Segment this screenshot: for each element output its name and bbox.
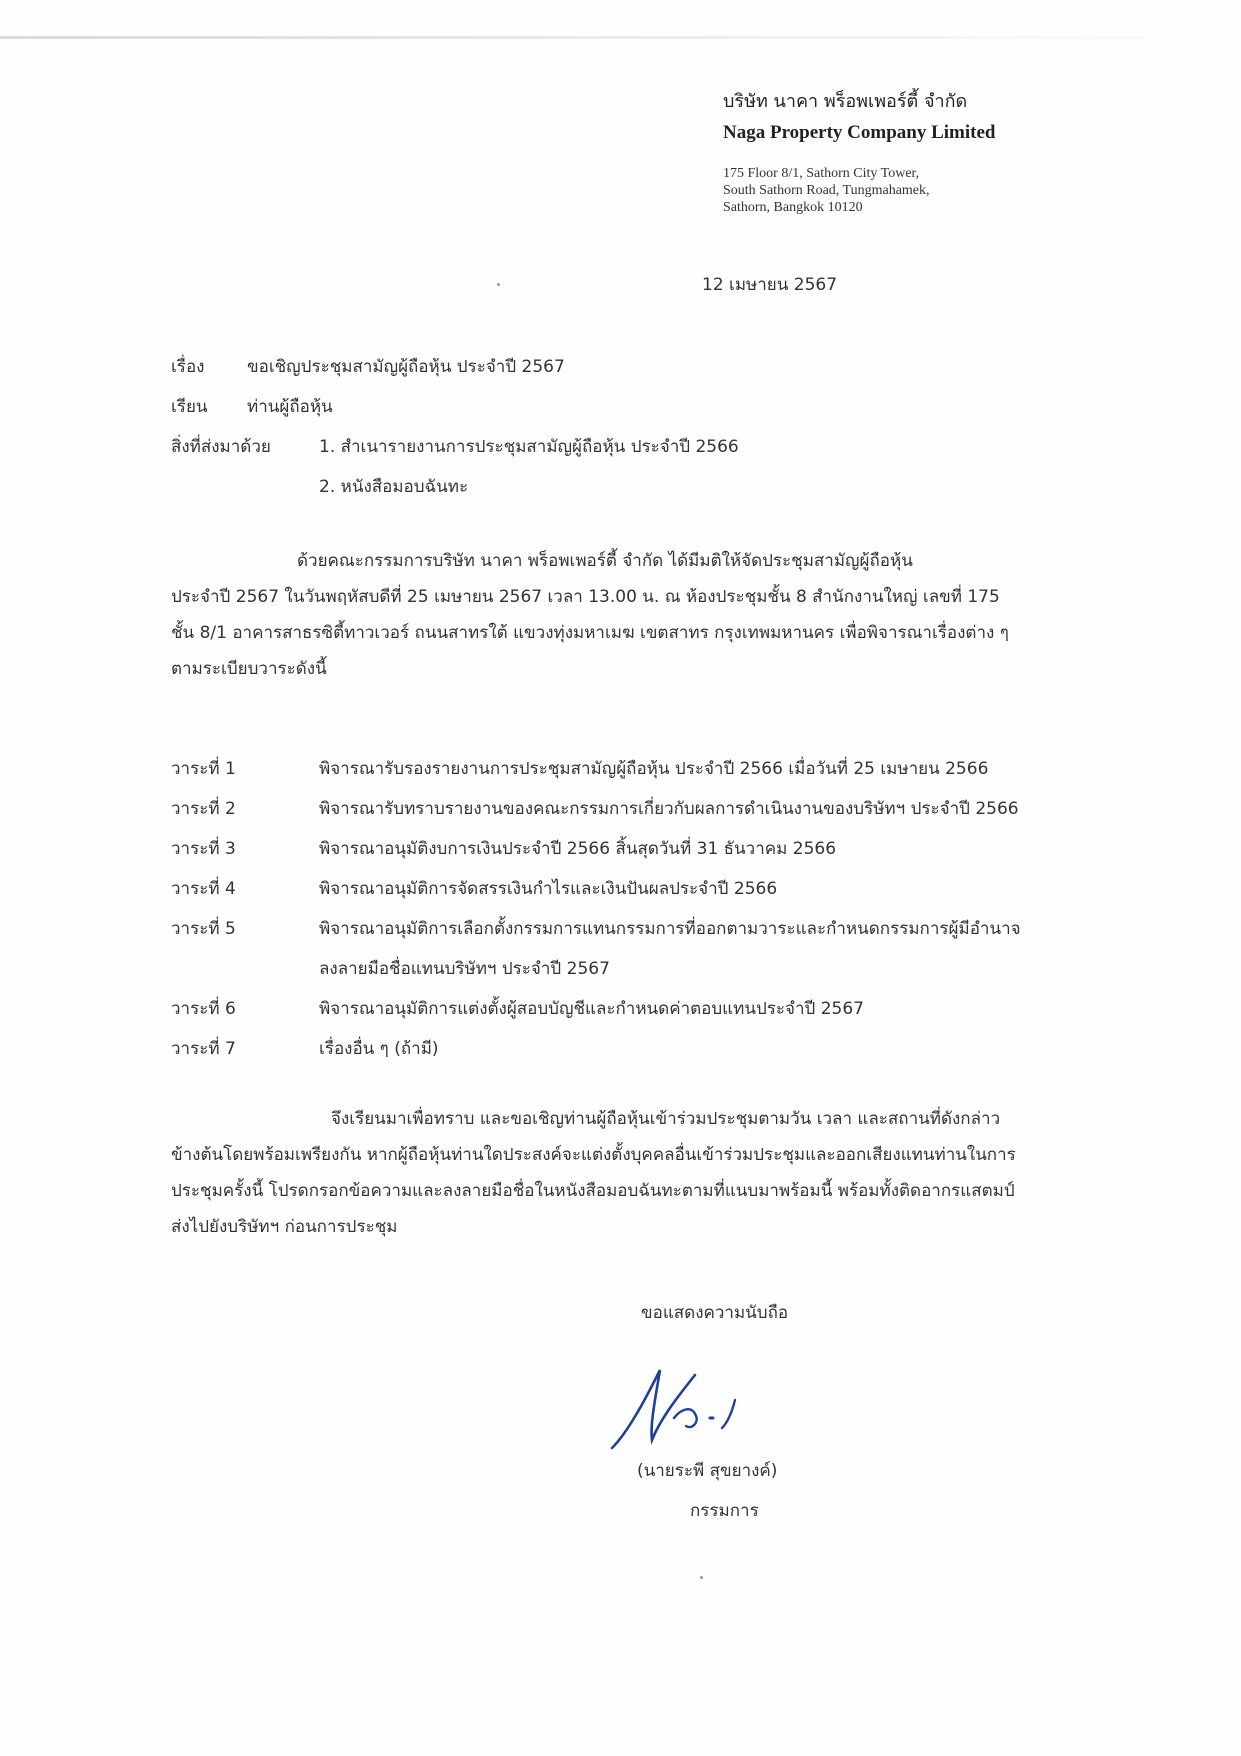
closing-salutation: ขอแสดงความนับถือ	[641, 1303, 789, 1323]
agenda-item-label: วาระที่ 7	[171, 1039, 236, 1059]
agenda-item-text: ลงลายมือชื่อแทนบริษัทฯ ประจำปี 2567	[319, 959, 610, 979]
paragraph-line: ตามระเบียบวาระดังนี้	[171, 659, 327, 679]
address-line: South Sathorn Road, Tungmahamek,	[723, 183, 930, 198]
company-name-english: Naga Property Company Limited	[723, 122, 996, 143]
agenda-item-text: พิจารณาอนุมัติงบการเงินประจำปี 2566 สิ้นสุดวันที่ 31 ธันวาคม 2566	[319, 839, 837, 859]
signer-name: (นายระพี สุขยางค์)	[637, 1461, 778, 1481]
paragraph-line: จึงเรียนมาเพื่อทราบ และขอเชิญท่านผู้ถือหุ้นเข้าร่วมประชุมตามวัน เวลา และสถานที่ดังกล่าว	[331, 1109, 1001, 1129]
paragraph-line: ชั้น 8/1 อาคารสาธรซิตี้ทาวเวอร์ ถนนสาทรใต้ แขวงทุ่งมหาเมฆ เขตสาทร กรุงเทพมหานคร เพื่อพิจารณาเรื่องต่าง ๆ	[171, 623, 1009, 643]
recipient-value: ท่านผู้ถือหุ้น	[247, 397, 333, 417]
agenda-item-label: วาระที่ 4	[171, 879, 236, 899]
agenda-item-text: พิจารณาอนุมัติการจัดสรรเงินกำไรและเงินปันผลประจำปี 2566	[319, 879, 778, 899]
signer-position: กรรมการ	[690, 1501, 759, 1521]
agenda-item-label: วาระที่ 5	[171, 919, 236, 939]
agenda-item-label: วาระที่ 6	[171, 999, 236, 1019]
enclosure-item: 2. หนังสือมอบฉันทะ	[319, 477, 469, 497]
address-line: 175 Floor 8/1, Sathorn City Tower,	[723, 166, 920, 181]
scan-speck	[700, 1576, 703, 1579]
paragraph-line: ประจำปี 2567 ในวันพฤหัสบดีที่ 25 เมษายน 2567 เวลา 13.00 น. ณ ห้องประชุมชั้น 8 สำนักงานใหญ่ เลขที่ 175	[171, 587, 1000, 607]
closing-paragraph	[171, 1105, 1111, 1249]
agenda-item-text: เรื่องอื่น ๆ (ถ้ามี)	[319, 1039, 439, 1059]
scan-speck	[497, 283, 500, 286]
scan-artifact-line	[0, 36, 1241, 39]
recipient-label: เรียน	[171, 397, 208, 417]
company-name-thai: บริษัท นาคา พร็อพเพอร์ตี้ จำกัด	[723, 91, 968, 112]
agenda-item-label: วาระที่ 1	[171, 759, 236, 779]
paragraph-line: ประชุมครั้งนี้ โปรดกรอกข้อความและลงลายมือชื่อในหนังสือมอบฉันทะตามที่แนบมาพร้อมนี้ พร้อมทั้งติดอากรแสตมป์	[171, 1181, 1015, 1201]
agenda-item-label: วาระที่ 3	[171, 839, 236, 859]
intro-paragraph	[171, 547, 1111, 691]
paragraph-line: ข้างต้นโดยพร้อมเพรียงกัน หากผู้ถือหุ้นท่านใดประสงค์จะแต่งตั้งบุคคลอื่นเข้าร่วมประชุมและออกเสียงแทนท่านในการ	[171, 1145, 1016, 1165]
handwritten-signature	[600, 1330, 800, 1460]
agenda-item-label: วาระที่ 2	[171, 799, 236, 819]
agenda-item-text: พิจารณาอนุมัติการเลือกตั้งกรรมการแทนกรรมการที่ออกตามวาระและกำหนดกรรมการผู้มีอำนาจ	[319, 919, 1021, 939]
agenda-item-text: พิจารณารับรองรายงานการประชุมสามัญผู้ถือหุ้น ประจำปี 2566 เมื่อวันที่ 25 เมษายน 2566	[319, 759, 989, 779]
subject-label: เรื่อง	[171, 357, 205, 377]
enclosure-item: 1. สำเนารายงานการประชุมสามัญผู้ถือหุ้น ประจำปี 2566	[319, 437, 739, 457]
address-line: Sathorn, Bangkok 10120	[723, 200, 863, 215]
agenda-item-text: พิจารณาอนุมัติการแต่งตั้งผู้สอบบัญชีและกำหนดค่าตอบแทนประจำปี 2567	[319, 999, 864, 1019]
paragraph-line: ส่งไปยังบริษัทฯ ก่อนการประชุม	[171, 1217, 398, 1237]
subject-value: ขอเชิญประชุมสามัญผู้ถือหุ้น ประจำปี 2567	[247, 357, 565, 377]
company-address	[723, 165, 930, 216]
letter-date: 12 เมษายน 2567	[702, 275, 838, 295]
agenda-item-text: พิจารณารับทราบรายงานของคณะกรรมการเกี่ยวกับผลการดำเนินงานของบริษัทฯ ประจำปี 2566	[319, 799, 1019, 819]
paragraph-line: ด้วยคณะกรรมการบริษัท นาคา พร็อพเพอร์ตี้ จำกัด ได้มีมติให้จัดประชุมสามัญผู้ถือหุ้น	[297, 551, 913, 571]
enclosures-label: สิ่งที่ส่งมาด้วย	[171, 437, 271, 457]
